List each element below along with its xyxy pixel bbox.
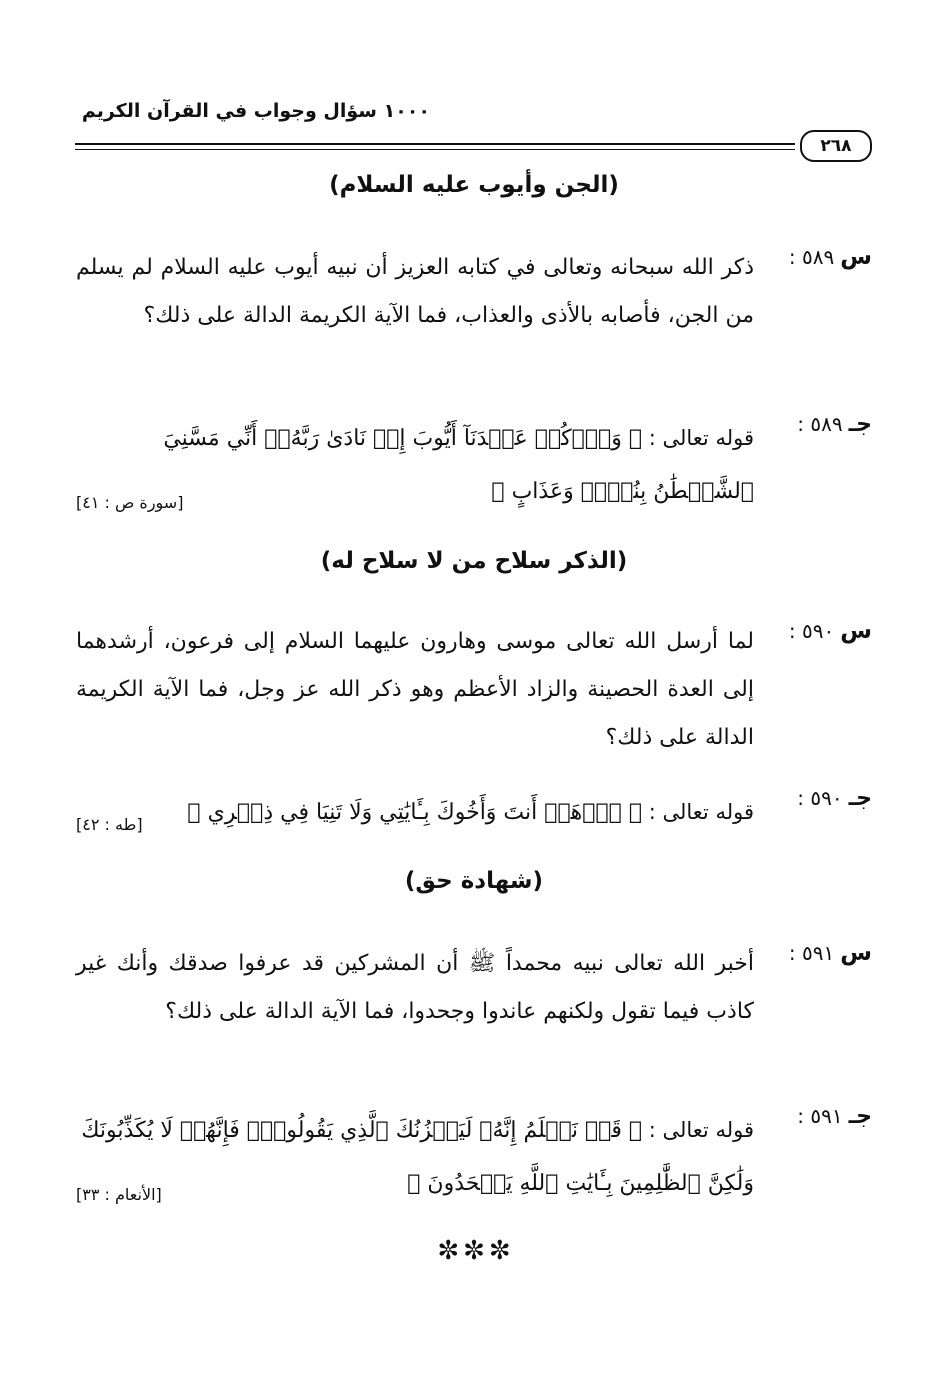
header-rule-thin [75,149,795,150]
answer-number: ٥٩١ : [797,1104,843,1128]
question-text: لما أرسل الله تعالى موسى وهارون عليهما السلام إلى فرعون، أرشدهما إلى العدة الحصينة والزاد الأعظم وهو ذكر الله عز وجل، فما الآية الكريمة الدالة على ذلك؟ [76,629,754,750]
answer-marker: جـ [848,412,872,437]
running-title: ١٠٠٠ سؤال وجواب في القرآن الكريم [81,100,430,122]
question-marker: س [840,244,872,270]
verse-reference: [سورة ص : ٤١] [76,493,184,512]
question-marker: س [840,940,872,966]
section-heading: (الجن وأيوب عليه السلام) [329,172,619,198]
question-label [789,618,872,644]
answer-label [797,786,872,811]
question-block [76,940,872,1036]
question-block [76,244,872,340]
quran-verse: ﴿ قَدۡ نَعۡلَمُ إِنَّهُۥ لَيَحۡزُنُكَ ٱلَّذِي يَقُولُونَۖ فَإِنَّهُمۡ لَا يُكَذِّبُونَكَ وَلَٰكِنَّ ٱلظَّٰلِمِينَ بِـَٔايَٰتِ ٱللَّهِ يَجۡحَدُونَ ﴾ [81,1118,754,1196]
question-block [76,618,872,762]
question-marker: س [840,618,872,644]
end-ornament: ✼✼✼ [437,1236,515,1266]
quran-verse: ﴿ وَٱذۡكُرۡ عَبۡدَنَآ أَيُّوبَ إِذۡ نَادَىٰ رَبَّهُۥٓ أَنِّي مَسَّنِيَ ٱلشَّيۡطَٰنُ بِنُصۡبٖ وَعَذَابٍ ﴾ [163,426,754,504]
question-label [789,244,872,270]
answer-text [186,786,754,839]
answer-marker: جـ [848,786,872,811]
answer-intro: قوله تعالى : [648,426,754,450]
answer-label [797,412,872,437]
page-number: ٢٦٨ [800,130,872,162]
verse-reference: [طه : ٤٢] [76,815,143,834]
header-rule [75,143,795,145]
answer-text [76,1104,754,1210]
question-number: ٥٨٩ : [788,245,835,269]
question-text: أخبر الله تعالى نبيه محمداً ﷺ أن المشركين قد عرفوا صدقك وأنك غير كاذب فيما تقول ولكنهم عاندوا وجحدوا، فما الآية الدالة على ذلك؟ [76,951,754,1024]
answer-block [76,412,872,516]
section-heading: (شهادة حق) [404,868,544,894]
question-number: ٥٩٠ : [788,619,835,643]
question-number: ٥٩١ : [788,941,835,965]
answer-intro: قوله تعالى : [648,800,754,824]
answer-number: ٥٩٠ : [797,786,843,810]
answer-number: ٥٨٩ : [797,412,843,436]
quran-verse: ﴿ ٱذۡهَبۡ أَنتَ وَأَخُوكَ بِـَٔايَٰتِي وَلَا تَنِيَا فِي ذِكۡرِي ﴾ [187,800,643,825]
verse-reference: [الأنعام : ٣٣] [76,1185,162,1204]
answer-block [76,786,872,838]
answer-marker: جـ [848,1104,872,1129]
answer-label [797,1104,872,1129]
question-label [789,940,872,966]
answer-block [76,1104,872,1208]
question-text: ذكر الله سبحانه وتعالى في كتابه العزيز أن نبيه أيوب عليه السلام لم يسلم من الجن، فأصابه بالأذى والعذاب، فما الآية الكريمة الدالة على ذلك؟ [76,255,754,328]
section-heading: (الذكر سلاح من لا سلاح له) [320,548,628,574]
answer-intro: قوله تعالى : [648,1118,754,1142]
